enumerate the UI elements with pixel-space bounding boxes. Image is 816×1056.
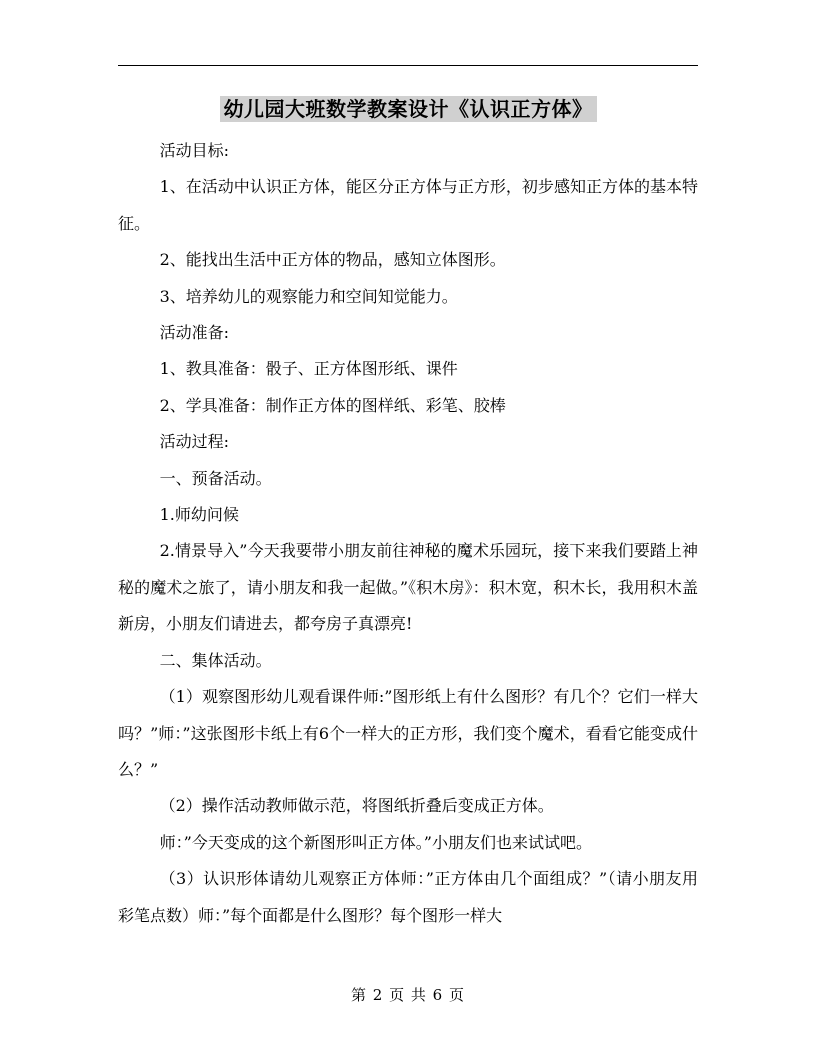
document-title: 幼儿园大班数学教案设计《认识正方体》 bbox=[220, 96, 597, 122]
title-container bbox=[0, 96, 816, 122]
paragraph: 1、教具准备：骰子、正方体图形纸、课件 bbox=[159, 359, 458, 379]
page-number: 第 2 页 共 6 页 bbox=[351, 986, 465, 1004]
paragraph: 2、学具准备：制作正方体的图样纸、彩笔、胶棒 bbox=[159, 395, 506, 415]
header-rule bbox=[118, 65, 698, 66]
paragraph: 2、能找出生活中正方体的物品，感知立体图形。 bbox=[159, 250, 506, 270]
paragraph: 活动目标: bbox=[159, 141, 229, 160]
paragraph: 二、集体活动。 bbox=[159, 650, 272, 670]
paragraph: 1、在活动中认识正方体，能区分正方体与正方形，初步感知正方体的基本特征。 bbox=[118, 177, 698, 233]
paragraph: 1.师幼问候 bbox=[159, 505, 239, 525]
paragraph: 师：”今天变成的这个新图形叫正方体。”小朋友们也来试试吧。 bbox=[159, 832, 592, 852]
paragraph: 2.情景导入”今天我要带小朋友前往神秘的魔术乐园玩，接下来我们要踏上神秘的魔术之旅了，请小朋友和我一起做。”《积木房》：积木宽，积木长，我用积木盖新房，小朋友们请进去，都夸房子真漂亮! bbox=[118, 541, 698, 634]
paragraph: 活动准备: bbox=[159, 323, 229, 343]
paragraph: （1）观察图形幼儿观看课件师:”图形纸上有什么图形？有几个？它们一样大吗？”师：”这张图形卡纸上有6个一样大的正方形，我们变个魔术，看看它能变成什么？” bbox=[118, 687, 698, 779]
document-body bbox=[118, 133, 698, 934]
paragraph: 一、预备活动。 bbox=[159, 468, 272, 488]
paragraph: （2）操作活动教师做示范，将图纸折叠后变成正方体。 bbox=[159, 796, 554, 816]
paragraph: 活动过程: bbox=[159, 432, 229, 452]
page-footer bbox=[0, 984, 816, 1005]
paragraph: （3）认识形体请幼儿观察正方体师：”正方体由几个面组成？”（请小朋友用彩笔点数）师：”每个面都是什么图形？每个图形一样大 bbox=[118, 869, 698, 925]
paragraph: 3、培养幼儿的观察能力和空间知觉能力。 bbox=[159, 286, 458, 306]
